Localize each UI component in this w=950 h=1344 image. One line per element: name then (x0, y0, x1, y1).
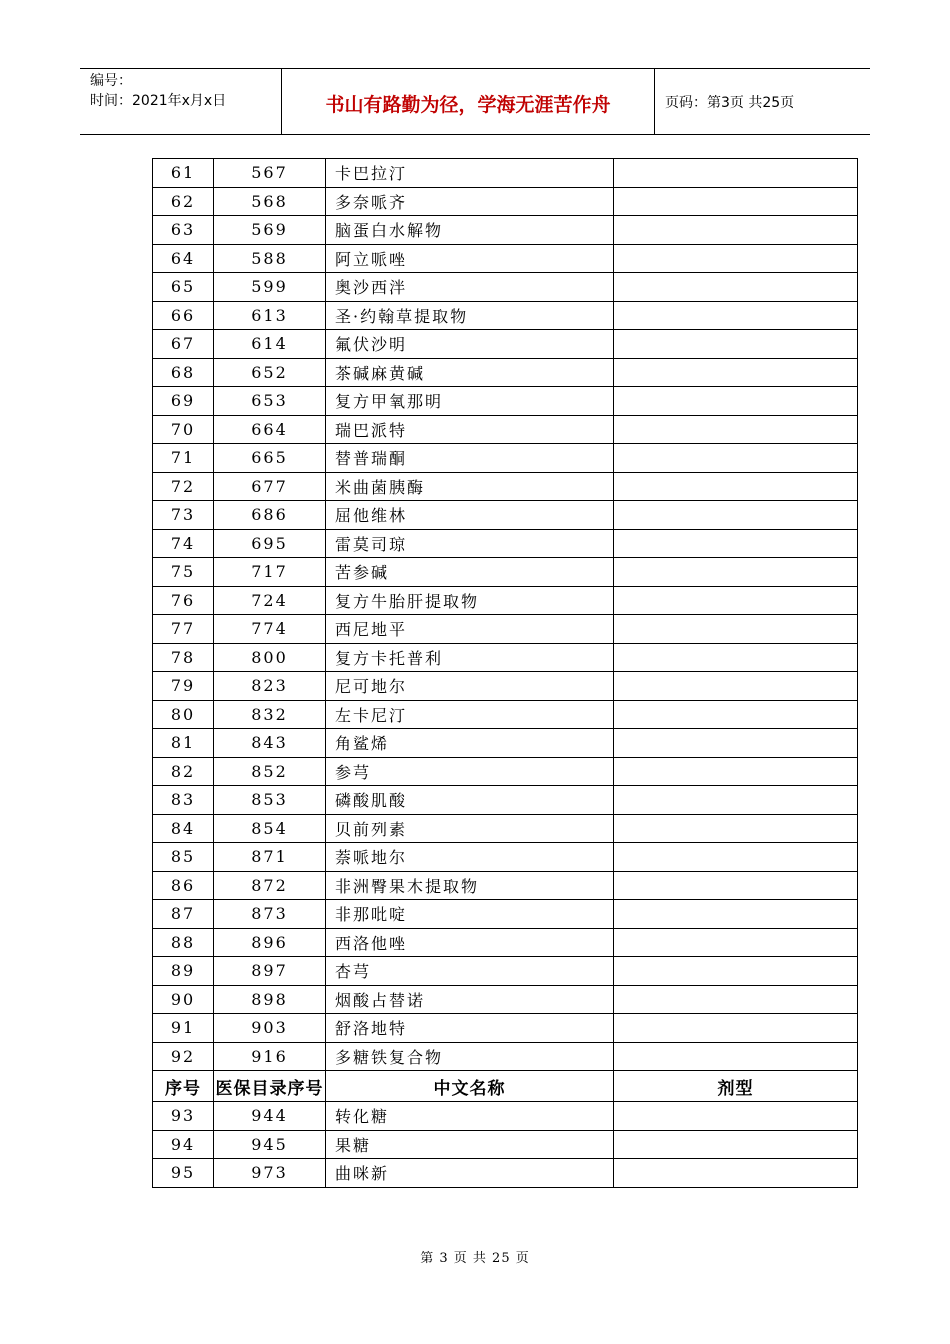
document-time-label: 时间：2021年x月x日 (90, 93, 227, 109)
table-row (153, 1130, 858, 1159)
drug-name: 圣·约翰草提取物 (326, 301, 614, 330)
table-row (153, 501, 858, 530)
insurance-catalog-number: 588 (214, 244, 326, 273)
row-number: 83 (153, 786, 214, 815)
column-header-name: 中文名称 (326, 1071, 614, 1102)
row-number: 64 (153, 244, 214, 273)
drug-name: 曲咪新 (326, 1159, 614, 1188)
drug-name: 左卡尼汀 (326, 700, 614, 729)
table-row (153, 529, 858, 558)
insurance-catalog-number: 898 (214, 985, 326, 1014)
dosage-form (614, 216, 858, 245)
insurance-catalog-number: 854 (214, 814, 326, 843)
insurance-catalog-number: 897 (214, 957, 326, 986)
drug-name: 舒洛地特 (326, 1014, 614, 1043)
column-header-no: 序号 (153, 1071, 214, 1102)
drug-name: 果糖 (326, 1130, 614, 1159)
row-number: 81 (153, 729, 214, 758)
row-number: 74 (153, 529, 214, 558)
table-row (153, 900, 858, 929)
table-row (153, 757, 858, 786)
dosage-form (614, 529, 858, 558)
drug-name: 转化糖 (326, 1102, 614, 1131)
insurance-catalog-number: 916 (214, 1042, 326, 1071)
drug-name: 瑞巴派特 (326, 415, 614, 444)
dosage-form (614, 615, 858, 644)
drug-name: 磷酸肌酸 (326, 786, 614, 815)
table-row (153, 843, 858, 872)
drug-name: 奥沙西泮 (326, 273, 614, 302)
dosage-form (614, 586, 858, 615)
insurance-catalog-number: 871 (214, 843, 326, 872)
dosage-form (614, 786, 858, 815)
row-number: 92 (153, 1042, 214, 1071)
dosage-form (614, 501, 858, 530)
insurance-catalog-number: 677 (214, 472, 326, 501)
insurance-catalog-number: 832 (214, 700, 326, 729)
header-page-info: 页码：第3页 共25页 (665, 94, 795, 111)
table-row (153, 700, 858, 729)
table-row (153, 729, 858, 758)
row-number: 87 (153, 900, 214, 929)
dosage-form (614, 159, 858, 188)
table-row (153, 814, 858, 843)
column-header-code: 医保目录序号 (214, 1071, 326, 1102)
table-row (153, 786, 858, 815)
drug-name: 茶碱麻黄碱 (326, 358, 614, 387)
row-number: 72 (153, 472, 214, 501)
row-number: 80 (153, 700, 214, 729)
insurance-catalog-number: 567 (214, 159, 326, 188)
insurance-catalog-number: 614 (214, 330, 326, 359)
drug-name: 多糖铁复合物 (326, 1042, 614, 1071)
table-row (153, 444, 858, 473)
dosage-form (614, 187, 858, 216)
drug-name: 雷莫司琼 (326, 529, 614, 558)
table-row (153, 472, 858, 501)
page-footer: 第 3 页 共 25 页 (420, 1251, 530, 1266)
dosage-form (614, 900, 858, 929)
row-number: 78 (153, 643, 214, 672)
dosage-form (614, 843, 858, 872)
insurance-catalog-number: 568 (214, 187, 326, 216)
insurance-catalog-number: 903 (214, 1014, 326, 1043)
row-number: 91 (153, 1014, 214, 1043)
insurance-catalog-number: 665 (214, 444, 326, 473)
table-row (153, 586, 858, 615)
table-row (153, 957, 858, 986)
table-row (153, 330, 858, 359)
drug-name: 角鲨烯 (326, 729, 614, 758)
table-row (153, 415, 858, 444)
dosage-form (614, 729, 858, 758)
column-header-form: 剂型 (614, 1071, 858, 1102)
dosage-form (614, 985, 858, 1014)
dosage-form (614, 700, 858, 729)
table-row (153, 672, 858, 701)
dosage-form (614, 273, 858, 302)
table-row (153, 301, 858, 330)
row-number: 89 (153, 957, 214, 986)
table-row (153, 1014, 858, 1043)
row-number: 66 (153, 301, 214, 330)
insurance-catalog-number: 599 (214, 273, 326, 302)
insurance-catalog-number: 569 (214, 216, 326, 245)
drug-list-table (152, 158, 858, 1188)
row-number: 93 (153, 1102, 214, 1131)
dosage-form (614, 814, 858, 843)
row-number: 62 (153, 187, 214, 216)
dosage-form (614, 415, 858, 444)
dosage-form (614, 301, 858, 330)
drug-name: 屈他维林 (326, 501, 614, 530)
table-row (153, 358, 858, 387)
table-row (153, 643, 858, 672)
row-number: 85 (153, 843, 214, 872)
row-number: 71 (153, 444, 214, 473)
table-row (153, 244, 858, 273)
drug-list-body-top (153, 159, 858, 1071)
insurance-catalog-number: 774 (214, 615, 326, 644)
drug-name: 尼可地尔 (326, 672, 614, 701)
table-row (153, 615, 858, 644)
table-row (153, 187, 858, 216)
row-number: 79 (153, 672, 214, 701)
row-number: 69 (153, 387, 214, 416)
header-meta (80, 69, 282, 134)
drug-name: 复方甲氧那明 (326, 387, 614, 416)
table-row (153, 273, 858, 302)
dosage-form (614, 387, 858, 416)
dosage-form (614, 558, 858, 587)
row-number: 86 (153, 871, 214, 900)
insurance-catalog-number: 724 (214, 586, 326, 615)
insurance-catalog-number: 944 (214, 1102, 326, 1131)
row-number: 94 (153, 1130, 214, 1159)
insurance-catalog-number: 973 (214, 1159, 326, 1188)
table-row (153, 928, 858, 957)
row-number: 61 (153, 159, 214, 188)
table-row (153, 871, 858, 900)
row-number: 73 (153, 501, 214, 530)
drug-name: 苦参碱 (326, 558, 614, 587)
insurance-catalog-number: 873 (214, 900, 326, 929)
dosage-form (614, 871, 858, 900)
dosage-form (614, 444, 858, 473)
drug-name: 米曲菌胰酶 (326, 472, 614, 501)
drug-list-body-bottom (153, 1102, 858, 1188)
insurance-catalog-number: 853 (214, 786, 326, 815)
row-number: 65 (153, 273, 214, 302)
row-number: 95 (153, 1159, 214, 1188)
insurance-catalog-number: 843 (214, 729, 326, 758)
drug-name: 非洲臀果木提取物 (326, 871, 614, 900)
table-row (153, 558, 858, 587)
drug-name: 多奈哌齐 (326, 187, 614, 216)
insurance-catalog-number: 652 (214, 358, 326, 387)
insurance-catalog-number: 945 (214, 1130, 326, 1159)
dosage-form (614, 1102, 858, 1131)
insurance-catalog-number: 800 (214, 643, 326, 672)
table-row (153, 216, 858, 245)
dosage-form (614, 928, 858, 957)
insurance-catalog-number: 872 (214, 871, 326, 900)
insurance-catalog-number: 695 (214, 529, 326, 558)
dosage-form (614, 957, 858, 986)
drug-name: 非那吡啶 (326, 900, 614, 929)
dosage-form (614, 1014, 858, 1043)
table-row (153, 985, 858, 1014)
row-number: 76 (153, 586, 214, 615)
insurance-catalog-number: 664 (214, 415, 326, 444)
dosage-form (614, 1159, 858, 1188)
insurance-catalog-number: 852 (214, 757, 326, 786)
insurance-catalog-number: 896 (214, 928, 326, 957)
row-number: 75 (153, 558, 214, 587)
row-number: 67 (153, 330, 214, 359)
table-row (153, 387, 858, 416)
drug-name: 烟酸占替诺 (326, 985, 614, 1014)
table-header-row (153, 1071, 858, 1102)
insurance-catalog-number: 717 (214, 558, 326, 587)
insurance-catalog-number: 613 (214, 301, 326, 330)
row-number: 70 (153, 415, 214, 444)
drug-name: 复方牛胎肝提取物 (326, 586, 614, 615)
insurance-catalog-number: 653 (214, 387, 326, 416)
insurance-catalog-number: 823 (214, 672, 326, 701)
drug-name: 替普瑞酮 (326, 444, 614, 473)
drug-name: 脑蛋白水解物 (326, 216, 614, 245)
table-row (153, 1102, 858, 1131)
row-number: 63 (153, 216, 214, 245)
dosage-form (614, 244, 858, 273)
drug-name: 参芎 (326, 757, 614, 786)
drug-name: 复方卡托普利 (326, 643, 614, 672)
drug-name: 氟伏沙明 (326, 330, 614, 359)
drug-list-header (153, 1071, 858, 1102)
header-motto: 书山有路勤为径，学海无涯苦作舟 (282, 69, 655, 134)
table-row (153, 159, 858, 188)
row-number: 84 (153, 814, 214, 843)
row-number: 77 (153, 615, 214, 644)
row-number: 90 (153, 985, 214, 1014)
dosage-form (614, 472, 858, 501)
table-row (153, 1042, 858, 1071)
dosage-form (614, 330, 858, 359)
insurance-catalog-number: 686 (214, 501, 326, 530)
row-number: 82 (153, 757, 214, 786)
document-number-label: 编号： (90, 73, 132, 89)
drug-name: 卡巴拉汀 (326, 159, 614, 188)
dosage-form (614, 672, 858, 701)
dosage-form (614, 757, 858, 786)
drug-name: 阿立哌唑 (326, 244, 614, 273)
drug-name: 贝前列素 (326, 814, 614, 843)
drug-name: 西尼地平 (326, 615, 614, 644)
dosage-form (614, 643, 858, 672)
dosage-form (614, 1130, 858, 1159)
row-number: 68 (153, 358, 214, 387)
table-row (153, 1159, 858, 1188)
dosage-form (614, 358, 858, 387)
drug-name: 萘哌地尔 (326, 843, 614, 872)
dosage-form (614, 1042, 858, 1071)
page-header (80, 68, 870, 135)
drug-name: 杏芎 (326, 957, 614, 986)
row-number: 88 (153, 928, 214, 957)
drug-name: 西洛他唑 (326, 928, 614, 957)
